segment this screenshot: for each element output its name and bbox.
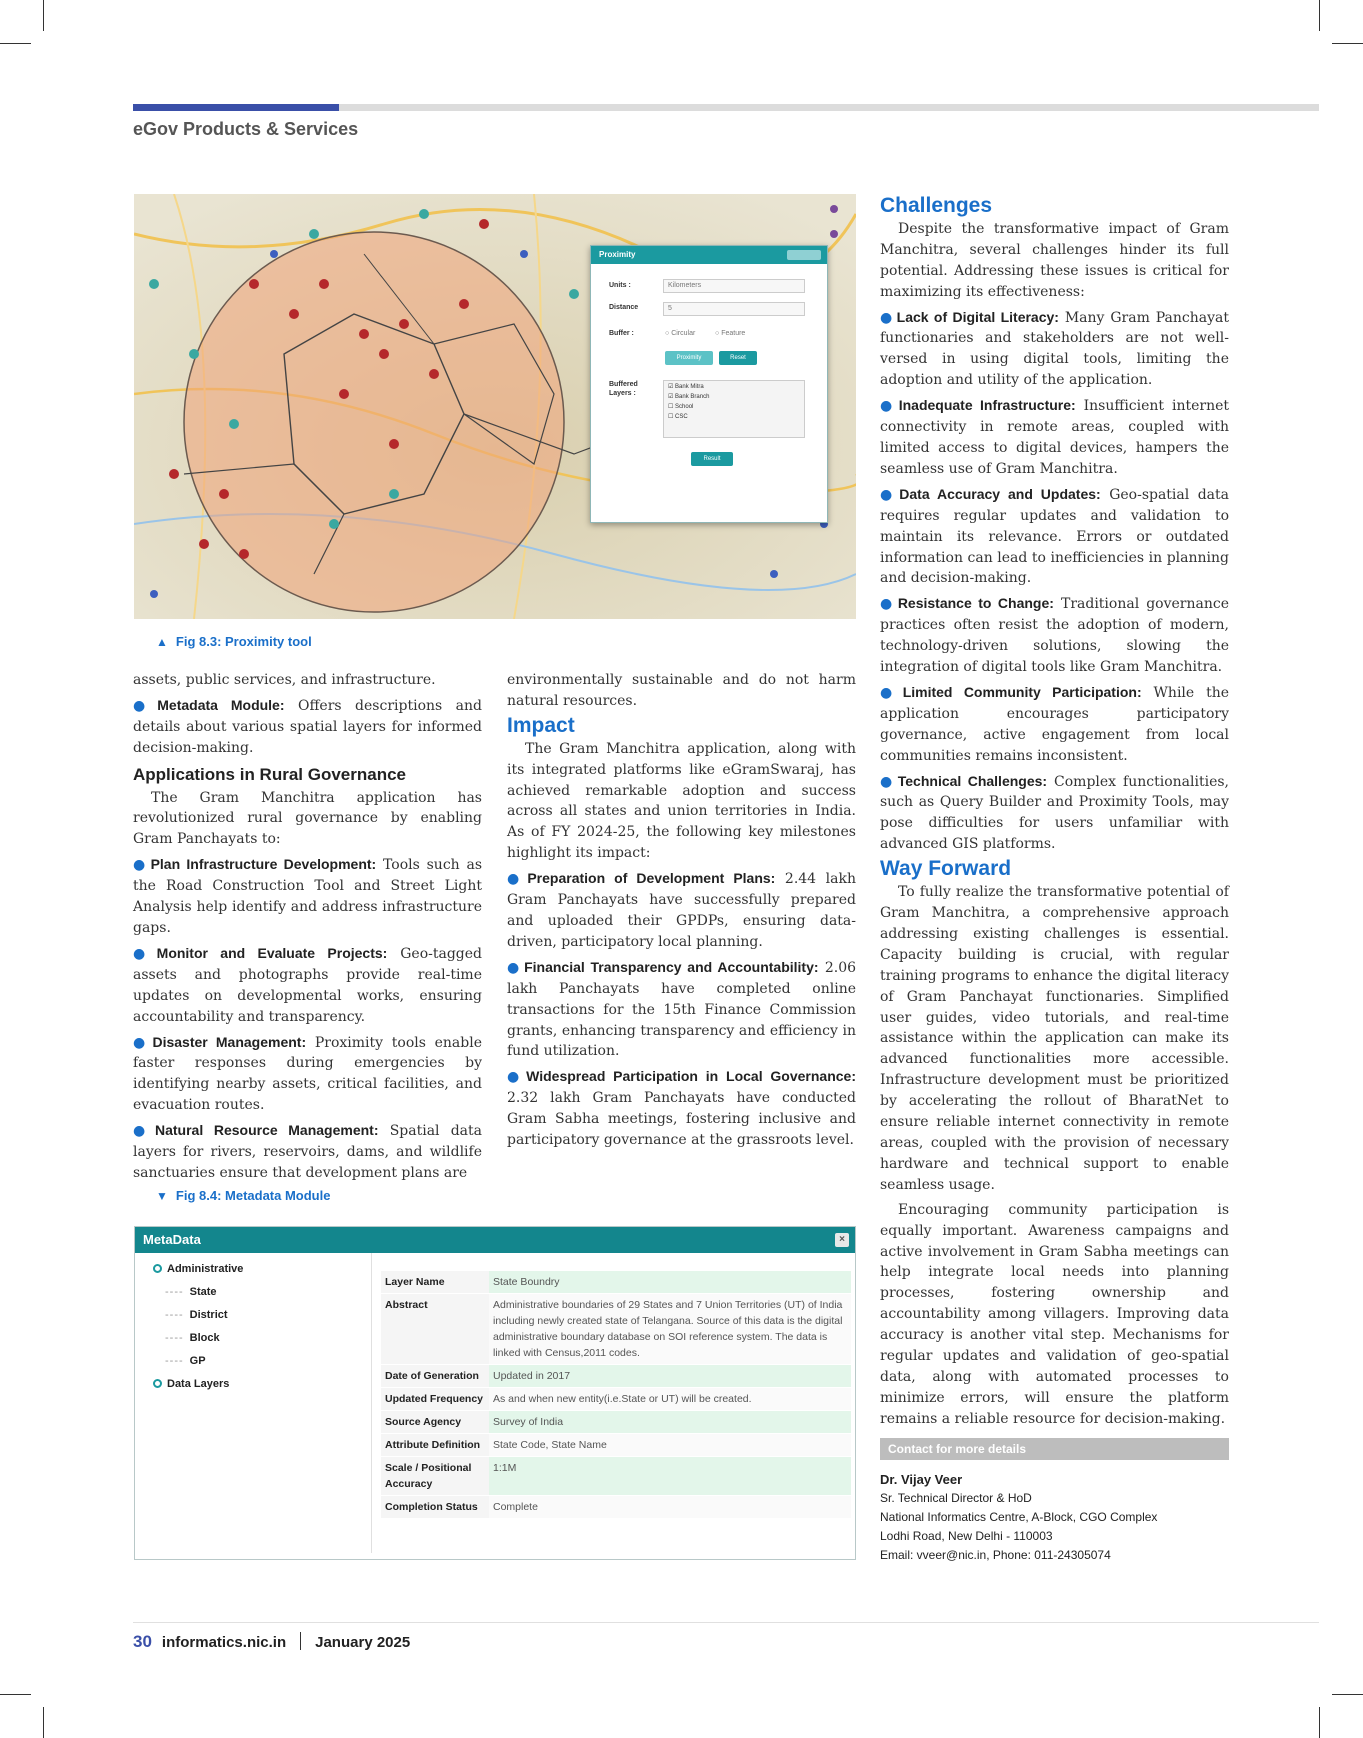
table-row — [381, 1294, 851, 1365]
buffer-feature-radio[interactable]: ○ Feature — [715, 330, 746, 337]
tree-line-icon: ---- — [165, 1309, 184, 1321]
contact-email: Email: vveer@nic.in, Phone: 011-24305074 — [880, 1548, 1111, 1562]
bullet-title: Disaster Management: — [152, 1033, 307, 1050]
crop-mark — [1332, 43, 1363, 44]
contact-address-line2: Lodhi Road, New Delhi - 110003 — [880, 1529, 1053, 1543]
close-icon[interactable]: × — [835, 1233, 849, 1247]
buffered-layers-list[interactable] — [663, 380, 805, 438]
table-value: Complete — [489, 1496, 851, 1519]
tree-node-state[interactable] — [153, 1286, 243, 1309]
tree-node-data-layers[interactable] — [153, 1378, 243, 1401]
table-row — [381, 1388, 851, 1411]
heading-challenges: Challenges — [880, 194, 993, 217]
buffer-circular-radio[interactable]: ○ Circular — [665, 330, 696, 337]
bullet-text: Proximity tools enable faster responses during emergencies by identifying nearby assets, critical facilities, and evacuation routes. — [133, 1034, 482, 1114]
bullet-title: Plan Infrastructure Development: — [150, 856, 377, 873]
fig83-caption-text: Fig 8.3: Proximity tool — [175, 634, 312, 649]
layer-checkbox[interactable]: ☐ School — [668, 404, 694, 410]
table-row — [381, 1365, 851, 1388]
bullet-title: Financial Transparency and Accountability: — [524, 958, 819, 975]
contact-address-line1: National Informatics Centre, A-Block, CGO Complex — [880, 1510, 1158, 1524]
layer-tree — [153, 1263, 243, 1401]
bullet-text: Tools such as the Road Construction Tool and Street Light Analysis help identify and address infrastructure gaps. — [133, 857, 483, 936]
table-key: Attribute Definition — [381, 1434, 489, 1457]
section-title: eGov Products & Services — [133, 119, 359, 139]
heading-way-forward: Way Forward — [880, 857, 1012, 881]
bullet-icon: ● — [507, 1069, 524, 1086]
distance-input[interactable]: 5 — [663, 302, 805, 316]
bullet-item — [880, 682, 1229, 767]
bullet-text: Complex functionalities, such as Query Builder and Proximity Tools, may pose difficulties for users unfamiliar with advanced GIS platforms. — [880, 773, 1229, 853]
bullet-title: Limited Community Participation: — [902, 683, 1142, 700]
bullet-text: 2.32 lakh Gram Panchayats have conducted Gram Sabha meetings, fostering inclusive and participatory governance at the grassroots level. — [507, 1090, 856, 1149]
bullet-icon: ● — [133, 1123, 152, 1140]
bullet-item — [880, 307, 1229, 392]
panel-controls-icon[interactable] — [787, 250, 821, 260]
table-row — [381, 1496, 851, 1519]
bullet-text: While the application encourages participatory governance, active engagement from local communities remains inconsistent. — [880, 684, 1230, 764]
table-value: Administrative boundaries of 29 States and 7 Union Territories (UT) of India including newly created state of Telangana. Source of this data is the digital administrative boundary database on SOI reference system. The data is linked with Census,2011 codes. — [489, 1294, 851, 1365]
bullet-text: Spatial data layers for rivers, reservoirs, dams, and wildlife sanctuaries ensure that development plans are — [133, 1123, 483, 1181]
bullet-text: 2.44 lakh Gram Panchayats have successfully prepared and uploaded their GPDPs, ensuring data-driven, participatory local planning. — [507, 871, 856, 950]
bullet-text: 2.06 lakh Panchayats have completed online transactions for the 15th Finance Commission grants, enhancing transparency and efficiency in fund utilization. — [507, 959, 857, 1060]
footer — [133, 1632, 410, 1652]
bullet-icon: ● — [880, 773, 895, 790]
crop-mark — [1332, 1694, 1363, 1695]
tree-node-label: Data Layers — [167, 1378, 230, 1390]
result-button[interactable]: Result — [691, 452, 733, 466]
crop-mark — [1319, 1707, 1320, 1738]
tree-node-label: Administrative — [167, 1263, 244, 1275]
bullet-item — [133, 695, 482, 759]
bullet-item — [880, 484, 1229, 590]
bullet-icon: ● — [880, 596, 895, 613]
metadata-title: MetaData — [143, 1232, 201, 1247]
bullet-text: Traditional governance practices often resist the adoption of modern, technology-driven solutions, slowing the integration of digital tools like Gram Manchitra. — [880, 596, 1229, 676]
table-key: Date of Generation — [381, 1365, 489, 1388]
contact-details — [880, 1470, 1157, 1565]
table-key: Source Agency — [381, 1411, 489, 1434]
paragraph: Despite the transformative impact of Gram Manchitra, several challenges hinder its full potential. Addressing these issues is critical for maximizing its effectiveness: — [880, 220, 1229, 300]
table-value: Survey of India — [489, 1411, 851, 1434]
layer-checkbox[interactable]: ☑ Bank Mitra — [668, 384, 704, 390]
crop-mark — [43, 0, 44, 31]
bullet-item — [133, 1032, 482, 1117]
layer-label: School — [675, 404, 694, 410]
table-value: State Boundry — [489, 1271, 851, 1294]
fig83-caption — [156, 634, 312, 649]
bullet-icon: ● — [507, 959, 522, 976]
table-key: Completion Status — [381, 1496, 489, 1519]
metadata-header — [135, 1227, 855, 1253]
tree-line-icon: ---- — [165, 1355, 184, 1367]
tree-node-block[interactable] — [153, 1332, 243, 1355]
bullet-title: Preparation of Development Plans: — [527, 870, 776, 887]
table-value: Updated in 2017 — [489, 1365, 851, 1388]
table-key: Scale / Positional Accuracy — [381, 1457, 489, 1496]
bullet-icon: ● — [880, 398, 896, 415]
layer-checkbox[interactable]: ☐ CSC — [668, 414, 688, 420]
bullet-icon: ● — [880, 684, 900, 701]
bullet-item — [880, 771, 1229, 856]
bullet-icon: ● — [133, 945, 154, 962]
tree-node-district[interactable] — [153, 1309, 243, 1332]
tree-node-gp[interactable] — [153, 1355, 243, 1378]
triangle-up-icon: ▲ — [156, 635, 168, 649]
crop-mark — [43, 1707, 44, 1738]
paragraph: environmentally sustainable and do not harm natural resources. — [507, 672, 856, 709]
table-value: As and when new entity(i.e.State or UT) will be created. — [489, 1388, 851, 1411]
tree-node-label: Block — [189, 1332, 220, 1344]
bullet-title: Widespread Participation in Local Governance: — [526, 1068, 856, 1085]
bullet-title: Technical Challenges: — [897, 772, 1048, 789]
contact-name: Dr. Vijay Veer — [880, 1472, 963, 1487]
table-key: Abstract — [381, 1294, 489, 1365]
buffer-circular-label: Circular — [671, 330, 696, 337]
bullet-item — [507, 1066, 856, 1151]
contact-title: Sr. Technical Director & HoD — [880, 1491, 1032, 1505]
bullet-text: Insufficient internet connectivity in remote areas, coupled with limited access to digital devices, hampers the seamless use of Gram Manchitra. — [880, 398, 1230, 477]
contact-heading: Contact for more details — [880, 1438, 1229, 1460]
column-right — [880, 192, 1229, 1434]
page-number: 30 — [133, 1632, 152, 1651]
proximity-panel-header — [591, 246, 827, 264]
bullet-item — [133, 854, 482, 939]
bullet-title: Monitor and Evaluate Projects: — [156, 944, 388, 961]
bullet-item — [507, 957, 856, 1063]
tree-line-icon: ---- — [165, 1286, 184, 1298]
crop-mark — [1319, 0, 1320, 31]
crop-mark — [0, 43, 31, 44]
triangle-down-icon: ▼ — [156, 1189, 168, 1203]
table-row — [381, 1271, 851, 1294]
units-label: Units : — [609, 282, 631, 289]
table-row — [381, 1411, 851, 1434]
bullet-title: Data Accuracy and Updates: — [899, 485, 1101, 502]
footer-site: informatics.nic.in — [161, 1634, 287, 1651]
column-middle — [507, 670, 856, 1155]
layer-label: CSC — [675, 414, 688, 420]
layer-checkbox[interactable]: ☑ Bank Branch — [668, 394, 710, 400]
bullet-text: Offers descriptions and details about various spatial layers for informed decision-making. — [133, 697, 482, 756]
layer-label: Bank Mitra — [675, 384, 704, 390]
paragraph: Encouraging community participation is equally important. Awareness campaigns and active involvement in Gram Sabha meetings can help integrate local needs into planning processes, fostering ownership and accountability among villagers. Improving data accuracy is another vital step. Mechanisms for regular updates and validation of geo-spatial data, along with automated processes to minimize errors, will ensure the platform remains a reliable resource for decision-making. — [880, 1201, 1229, 1427]
bullet-title: Metadata Module: — [157, 696, 285, 713]
paragraph: To fully realize the transformative potential of Gram Manchitra, a comprehensive approach addressing existing challenges is essential. Capacity building is crucial, with regular training programs to enhance the digital literacy of Gram Panchayat functionaries. Simplified user guides, video tutorials, and real-time assistance within the application can make its advanced functionalities more accessible. Infrastructure development must be prioritized by accelerating the rollout of BharatNet to ensure reliable internet connectivity in remote areas, coupled with the provision of necessary hardware and technical support to enable seamless usage. — [880, 884, 1229, 1193]
distance-label: Distance — [609, 304, 639, 311]
tree-node-label: GP — [189, 1355, 206, 1367]
minus-circle-icon[interactable] — [153, 1264, 162, 1273]
proximity-panel — [590, 245, 828, 523]
heading-applications: Applications in Rural Governance — [133, 764, 407, 784]
bullet-item — [880, 593, 1229, 678]
footer-date: January 2025 — [315, 1634, 411, 1651]
proximity-panel-title: Proximity — [599, 250, 636, 259]
crop-mark — [0, 1694, 31, 1695]
metadata-table — [381, 1271, 851, 1519]
bullet-item — [133, 1120, 482, 1184]
paragraph: The Gram Manchitra application has revolutionized rural governance by enabling Gram Panchayats to: — [133, 789, 482, 848]
footer-divider — [133, 1622, 1319, 1623]
bullet-icon: ● — [507, 871, 525, 888]
tree-line-icon: ---- — [165, 1332, 184, 1344]
buffer-feature-label: Feature — [721, 330, 746, 337]
bullet-icon: ● — [880, 486, 897, 503]
proximity-button[interactable]: Proximity — [665, 351, 713, 365]
bullet-title: Inadequate Infrastructure: — [898, 397, 1076, 414]
units-select[interactable]: Kilometers — [663, 279, 805, 293]
bullet-title: Natural Resource Management: — [154, 1122, 379, 1139]
paragraph: The Gram Manchitra application, along with its integrated platforms like eGramSwaraj, has achieved remarkable adoption and success across all states and union territories in India. As of FY 2024-25, the following key milestones highlight its impact: — [507, 740, 856, 862]
table-row — [381, 1434, 851, 1457]
metadata-divider — [371, 1253, 372, 1553]
bullet-text: Many Gram Panchayat functionaries and stakeholders are not well-versed in using digital tools, limiting the adoption and utility of the application. — [880, 309, 1229, 389]
tree-node-administrative[interactable] — [153, 1263, 243, 1286]
bullet-icon: ● — [133, 857, 148, 874]
header-bar — [133, 104, 1319, 111]
footer-separator — [300, 1632, 301, 1650]
reset-button[interactable]: Reset — [719, 351, 757, 365]
table-value: 1:1M — [489, 1457, 851, 1496]
bullet-item — [507, 868, 856, 953]
table-value: State Code, State Name — [489, 1434, 851, 1457]
metadata-window — [134, 1226, 856, 1560]
table-row — [381, 1457, 851, 1496]
layer-label: Bank Branch — [675, 394, 710, 400]
plus-circle-icon[interactable] — [153, 1379, 162, 1388]
buffered-layers-label: Buffered Layers : — [609, 381, 638, 397]
table-key: Layer Name — [381, 1271, 489, 1294]
bullet-text: Geo-spatial data requires regular updates and validation to maintain its relevance. Errors or outdated information can lead to inefficiencies in planning and decision-making. — [880, 486, 1230, 587]
bullet-title: Lack of Digital Literacy: — [896, 308, 1059, 325]
bullet-icon: ● — [880, 309, 894, 326]
tree-node-label: State — [189, 1286, 217, 1298]
bullet-icon: ● — [133, 1034, 150, 1051]
table-key: Updated Frequency — [381, 1388, 489, 1411]
column-left — [133, 670, 482, 1188]
fig84-caption — [156, 1188, 330, 1203]
buffer-label: Buffer : — [609, 330, 634, 337]
bullet-text: Geo-tagged assets and photographs provide real-time updates on developmental works, ensuring accountability and transparency. — [133, 945, 482, 1025]
heading-impact: Impact — [507, 713, 575, 737]
bullet-item — [133, 943, 482, 1028]
fig84-caption-text: Fig 8.4: Metadata Module — [175, 1188, 331, 1203]
bullet-icon: ● — [133, 697, 155, 714]
bullet-item — [880, 395, 1229, 480]
tree-node-label: District — [189, 1309, 228, 1321]
bullet-title: Resistance to Change: — [897, 595, 1054, 612]
header-accent — [133, 104, 339, 111]
paragraph: assets, public services, and infrastructure. — [133, 672, 436, 688]
